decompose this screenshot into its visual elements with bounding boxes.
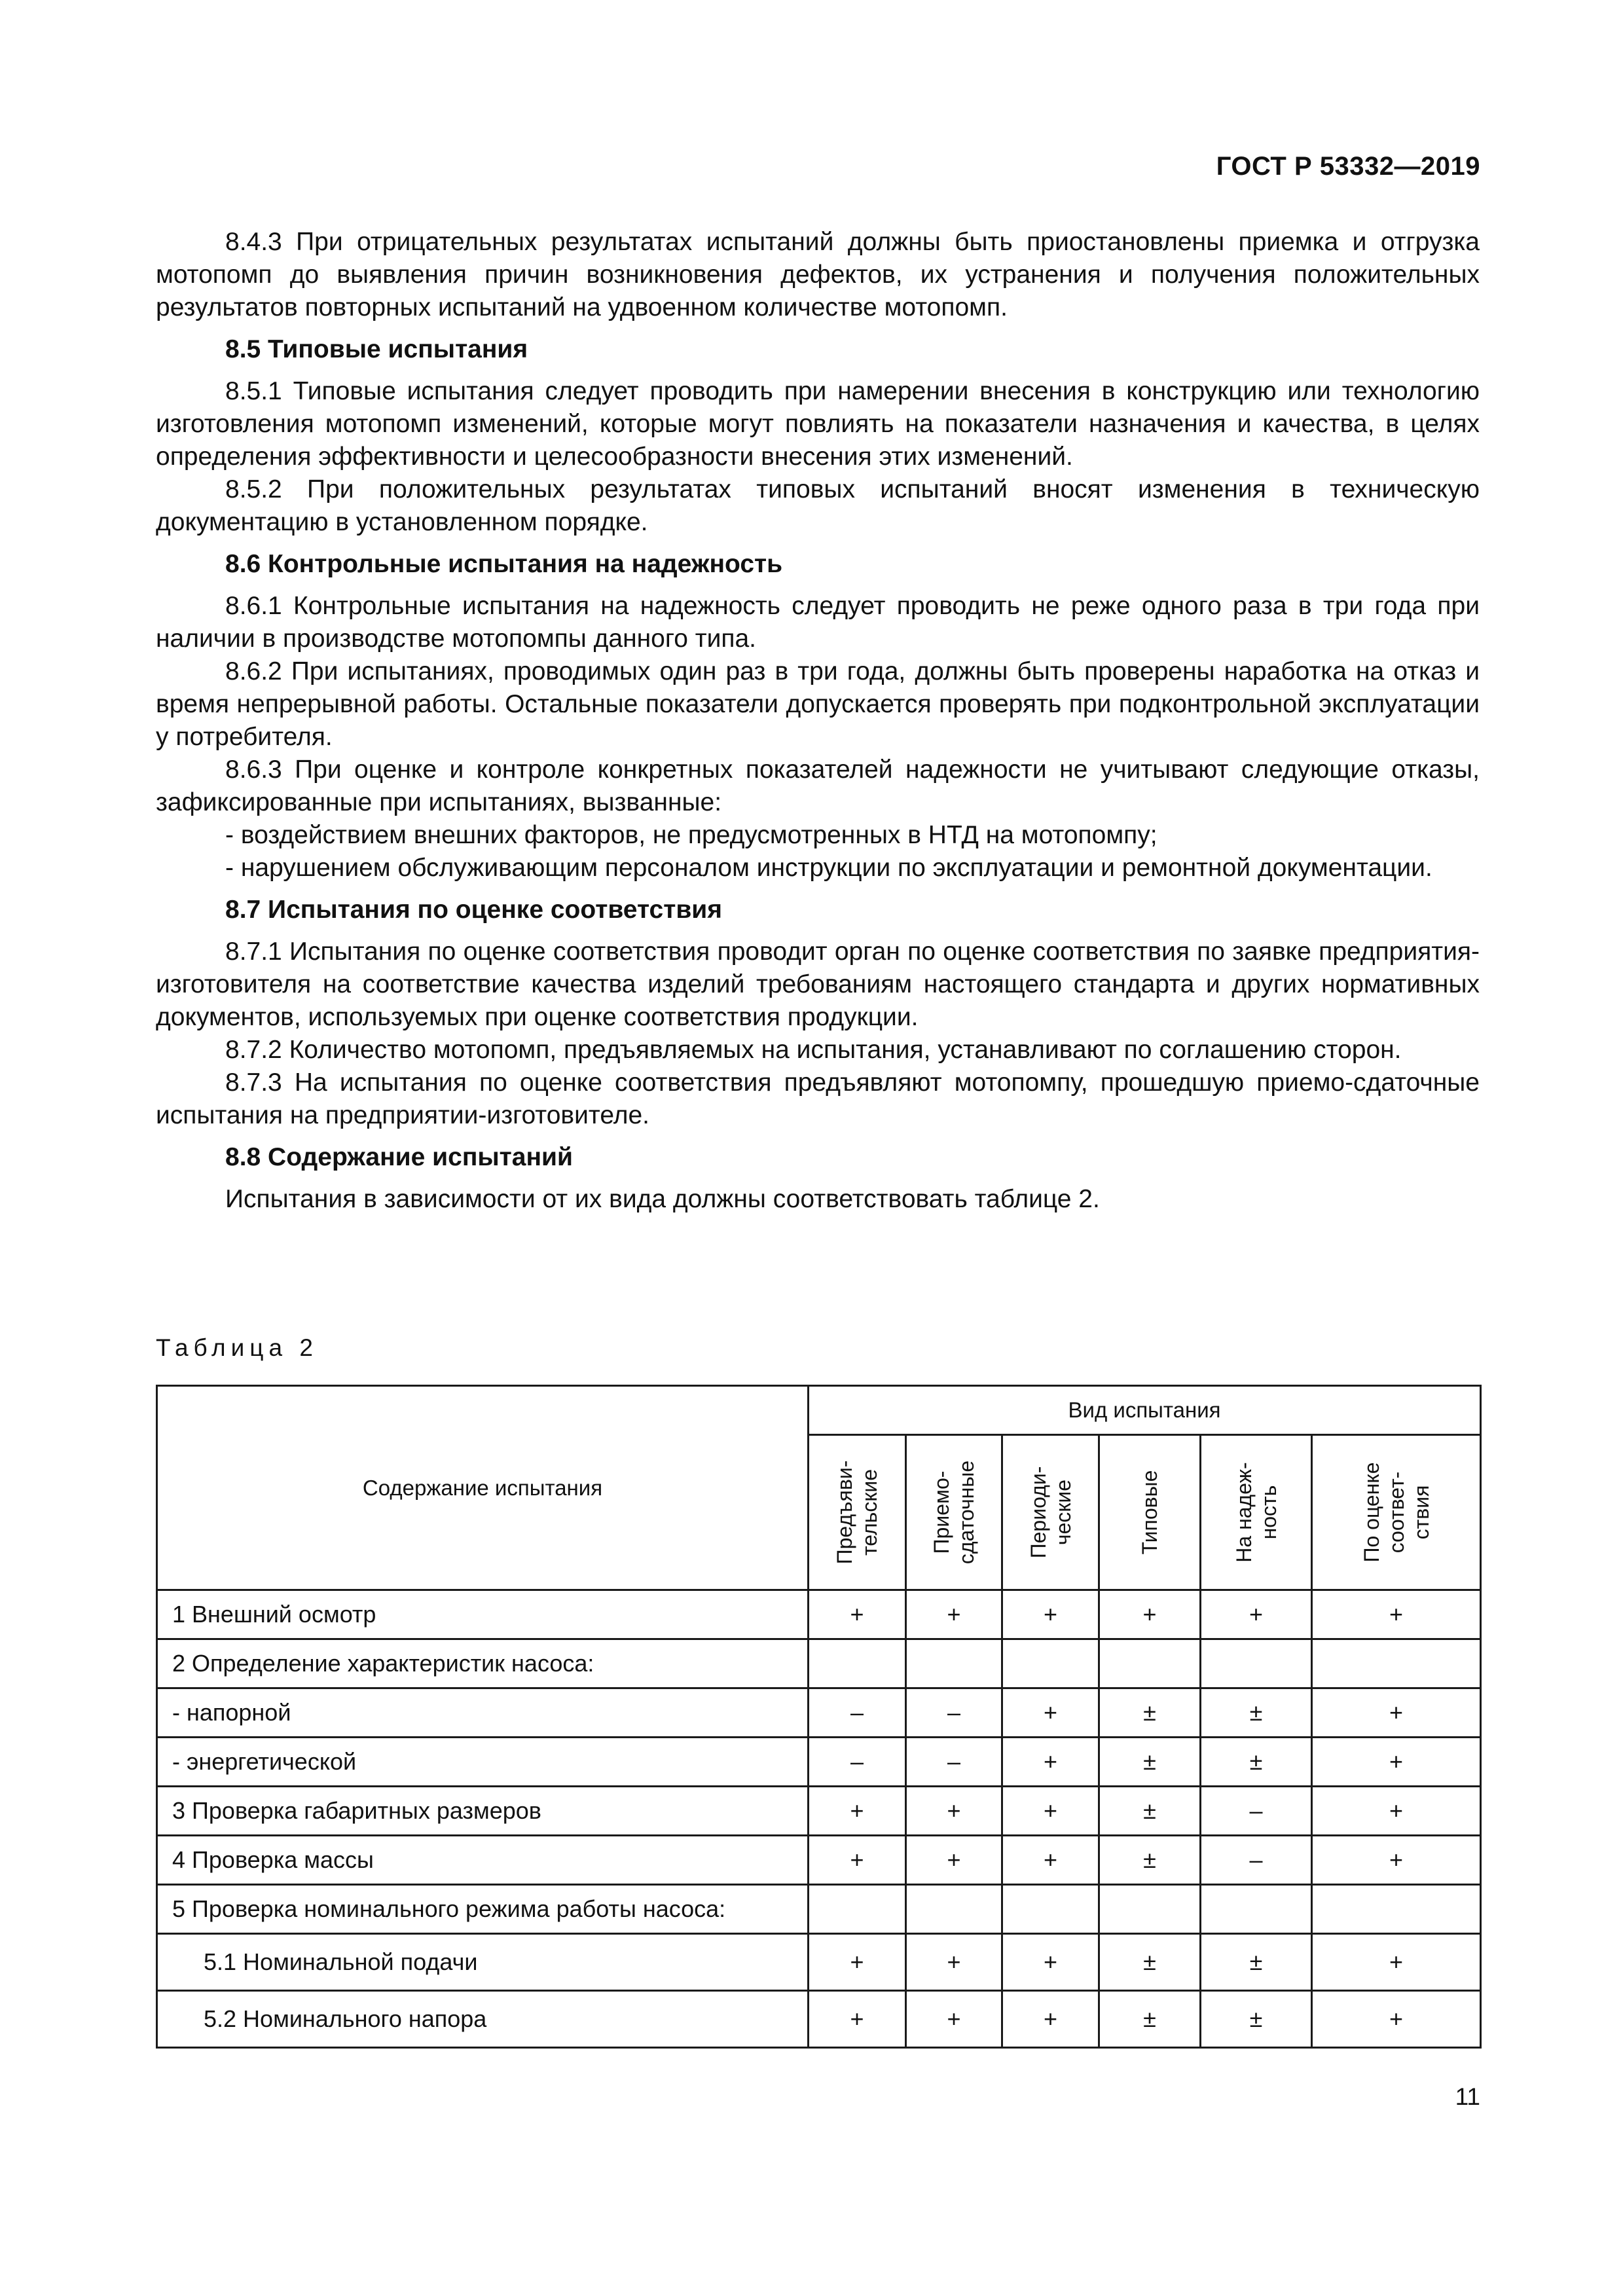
table-cell: [1002, 1885, 1099, 1934]
table-cell: [1099, 1639, 1201, 1688]
table-cell: +: [1002, 1688, 1099, 1738]
table-cell: [1201, 1639, 1312, 1688]
paragraph: 8.7.3 На испытания по оценке соответствия предъявляют мотопомпу, прошедшую приемо-сдаточные испытания на предприятии-изготовителе.: [156, 1068, 1480, 1129]
column-header-label: По оценке соответ- ствия: [1359, 1462, 1433, 1563]
table-cell: –: [906, 1688, 1002, 1738]
table-cell: –: [1201, 1787, 1312, 1836]
table-cell: +: [1002, 1836, 1099, 1885]
table-cell: [809, 1885, 906, 1934]
table-cell: –: [809, 1738, 906, 1787]
table-cell: ±: [1099, 1787, 1201, 1836]
row-label: 4 Проверка массы: [157, 1836, 809, 1885]
table-cell: +: [906, 1934, 1002, 1991]
paragraph: 8.6.2 При испытаниях, проводимых один раз в три года, должны быть проверены наработка на отказ и время непрерывной работы. Остальные показатели допускается проверять при подконтрольной эксплуатации у потребителя.: [156, 657, 1480, 751]
test-type-column-header: [809, 1435, 906, 1590]
table-caption: Таблица 2: [156, 1334, 318, 1361]
section-heading: 8.8 Содержание испытаний: [225, 1143, 573, 1171]
paragraph: 8.6.1 Контрольные испытания на надежность следует проводить не реже одного раза в три года при наличии в производстве мотопомпы данного типа.: [156, 592, 1480, 653]
page-number: 11: [1455, 2083, 1480, 2110]
table-cell: [1002, 1639, 1099, 1688]
table-row: [157, 1885, 1481, 1934]
table-cell: ±: [1201, 1688, 1312, 1738]
table-cell: +: [906, 1787, 1002, 1836]
table-cell: ±: [1099, 1738, 1201, 1787]
column-header-label: Периоди- ческие: [1026, 1466, 1075, 1559]
body-text: [156, 226, 1480, 1216]
table-row: [157, 1991, 1481, 2048]
table-row: [157, 1738, 1481, 1787]
table-cell: +: [1312, 1787, 1481, 1836]
table-cell: +: [906, 1590, 1002, 1639]
table-cell: +: [906, 1991, 1002, 2048]
column-header-label: Приемо- сдаточные: [930, 1460, 978, 1565]
table-cell: +: [809, 1787, 906, 1836]
content-column-header: Содержание испытания: [157, 1386, 809, 1590]
test-type-column-header: [1002, 1435, 1099, 1590]
paragraph: 8.6.3 При оценке и контроле конкретных показателей надежности не учитывают следующие отказы, зафиксированные при испытаниях, вызванные:: [156, 756, 1480, 816]
test-type-group-header: Вид испытания: [809, 1386, 1481, 1435]
table-cell: +: [1002, 1787, 1099, 1836]
table-cell: +: [1312, 1738, 1481, 1787]
column-header-label: Типовые: [1138, 1470, 1161, 1555]
list-item: - нарушением обслуживающим персоналом инструкции по эксплуатации и ремонтной документации.: [225, 854, 1432, 882]
table-cell: +: [1312, 1836, 1481, 1885]
paragraph: 8.5.1 Типовые испытания следует проводить при намерении внесения в конструкцию или технологию изготовления мотопомп изменений, которые могут повлиять на показатели назначения и качества, в целях определения эффективности и целесообразности внесения этих изменений.: [156, 377, 1480, 471]
paragraph: 8.7.2 Количество мотопомп, предъявляемых на испытания, устанавливают по соглашению сторон.: [225, 1036, 1402, 1064]
table-cell: +: [1312, 1991, 1481, 2048]
table-cell: ±: [1099, 1934, 1201, 1991]
row-label: - напорной: [157, 1688, 809, 1738]
table-row: [157, 1836, 1481, 1885]
row-label: - энергетической: [157, 1738, 809, 1787]
table-cell: +: [906, 1836, 1002, 1885]
table-cell: +: [1099, 1590, 1201, 1639]
list-item: - воздействием внешних факторов, не предусмотренных в НТД на мотопомпу;: [225, 821, 1158, 849]
table-cell: +: [1002, 1934, 1099, 1991]
table-cell: +: [1312, 1590, 1481, 1639]
table-cell: +: [1002, 1991, 1099, 2048]
paragraph: 8.7.1 Испытания по оценке соответствия проводит орган по оценке соответствия по заявке предприятия-изготовителя на соответствие качества изделий требованиям настоящего стандарта и других нормативных документов, используемых при оценке соответствия продукции.: [156, 938, 1480, 1031]
table-cell: ±: [1201, 1934, 1312, 1991]
table-row: [157, 1639, 1481, 1688]
table-cell: ±: [1099, 1991, 1201, 2048]
table-cell: +: [809, 1991, 906, 2048]
table-cell: +: [809, 1934, 906, 1991]
row-label: 5.1 Номинальной подачи: [157, 1934, 809, 1991]
table-cell: –: [809, 1688, 906, 1738]
row-label: 5.2 Номинального напора: [157, 1991, 809, 2048]
table-cell: [1201, 1885, 1312, 1934]
test-content-table: [156, 1385, 1482, 2049]
table-cell: [1312, 1639, 1481, 1688]
table-cell: ±: [1201, 1991, 1312, 2048]
table-cell: [1312, 1885, 1481, 1934]
paragraph: 8.5.2 При положительных результатах типовых испытаний вносят изменения в техническую документацию в установленном порядке.: [156, 475, 1480, 536]
table-cell: [809, 1639, 906, 1688]
row-label: 5 Проверка номинального режима работы насоса:: [157, 1885, 809, 1934]
table-row: [157, 1688, 1481, 1738]
table-cell: +: [1002, 1738, 1099, 1787]
table-cell: ±: [1099, 1836, 1201, 1885]
section-heading: 8.5 Типовые испытания: [225, 335, 528, 363]
document-number: ГОСТ Р 53332—2019: [1216, 152, 1480, 181]
table-cell: [1099, 1885, 1201, 1934]
table-cell: +: [1201, 1590, 1312, 1639]
table-cell: –: [906, 1738, 1002, 1787]
table-cell: +: [1312, 1934, 1481, 1991]
table-row: [157, 1590, 1481, 1639]
row-label: 3 Проверка габаритных размеров: [157, 1787, 809, 1836]
column-header-label: На надеж- ность: [1231, 1462, 1281, 1563]
table-cell: +: [809, 1590, 906, 1639]
table-cell: [906, 1885, 1002, 1934]
table-row: [157, 1787, 1481, 1836]
column-header-label: Предъяви- тельские: [833, 1460, 881, 1565]
table-cell: [906, 1639, 1002, 1688]
table-cell: ±: [1099, 1688, 1201, 1738]
test-type-column-header: [1099, 1435, 1201, 1590]
test-type-column-header: [1312, 1435, 1481, 1590]
table-row: [157, 1934, 1481, 1991]
table-cell: –: [1201, 1836, 1312, 1885]
section-heading: 8.7 Испытания по оценке соответствия: [225, 896, 723, 924]
paragraph: 8.4.3 При отрицательных результатах испытаний должны быть приостановлены приемка и отгрузка мотопомп до выявления причин возникновения дефектов, их устранения и получения положительных результатов повторных испытаний на удвоенном количестве мотопомп.: [156, 228, 1480, 321]
paragraph: Испытания в зависимости от их вида должны соответствовать таблице 2.: [225, 1185, 1100, 1213]
table-cell: +: [1312, 1688, 1481, 1738]
row-label: 1 Внешний осмотр: [157, 1590, 809, 1639]
section-heading: 8.6 Контрольные испытания на надежность: [225, 550, 783, 578]
table-cell: ±: [1201, 1738, 1312, 1787]
test-type-column-header: [906, 1435, 1002, 1590]
test-type-column-header: [1201, 1435, 1312, 1590]
row-label: 2 Определение характеристик насоса:: [157, 1639, 809, 1688]
table-cell: +: [1002, 1590, 1099, 1639]
table-cell: +: [809, 1836, 906, 1885]
